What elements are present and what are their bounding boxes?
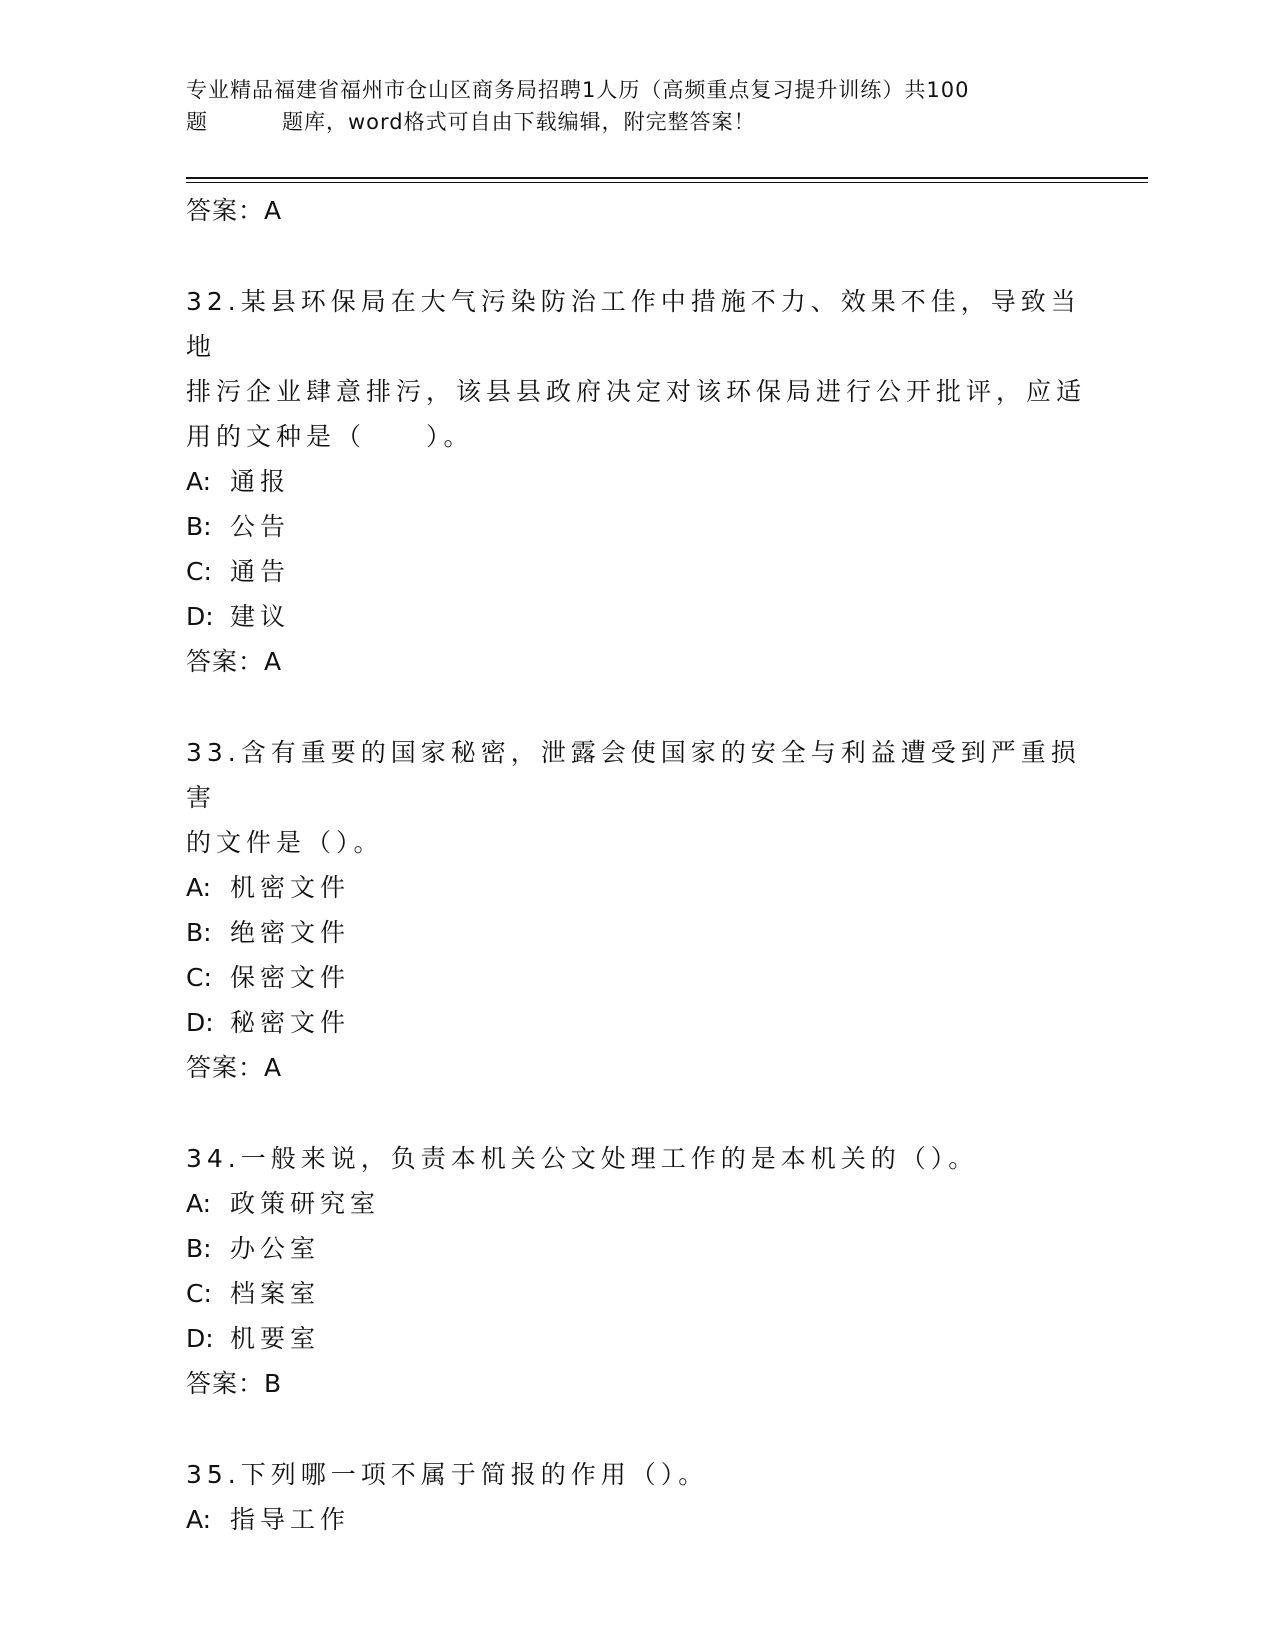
question-text-line: 32.某县环保局在大气污染防治工作中措施不力、效果不佳，导致当地 xyxy=(186,287,1081,361)
option-letter: D: xyxy=(186,602,214,631)
question-block-32 xyxy=(186,279,1086,685)
option-b xyxy=(186,1226,1086,1271)
option-letter: D: xyxy=(186,1008,214,1037)
option-text: 通告 xyxy=(230,557,291,586)
option-text: 保密文件 xyxy=(230,963,351,992)
option-a xyxy=(186,459,1086,504)
option-text: 档案室 xyxy=(230,1279,321,1308)
option-letter: B: xyxy=(186,918,212,947)
option-d xyxy=(186,594,1086,639)
question-block-34 xyxy=(186,1136,1086,1407)
option-text: 通报 xyxy=(230,467,291,496)
option-letter: C: xyxy=(186,557,212,586)
question-text-line: 34.一般来说，负责本机关公文处理工作的是本机关的（）。 xyxy=(186,1144,979,1173)
option-a xyxy=(186,1181,1086,1226)
option-letter: A: xyxy=(186,873,212,902)
question-block-35 xyxy=(186,1452,1086,1542)
option-d xyxy=(186,1316,1086,1361)
option-b xyxy=(186,910,1086,955)
option-c xyxy=(186,1271,1086,1316)
option-c xyxy=(186,549,1086,594)
question-text-line: 33.含有重要的国家秘密，泄露会使国家的安全与利益遭受到严重损害 xyxy=(186,738,1081,812)
option-text: 政策研究室 xyxy=(230,1189,381,1218)
question-block-33 xyxy=(186,730,1086,1091)
option-letter: A: xyxy=(186,1505,212,1534)
question-text-line: 用的文种是（ ）。 xyxy=(186,422,474,451)
option-text: 指导工作 xyxy=(230,1505,351,1534)
header-rule-thick xyxy=(186,177,1148,179)
option-text: 办公室 xyxy=(230,1234,321,1263)
option-text: 秘密文件 xyxy=(230,1008,351,1037)
option-text: 绝密文件 xyxy=(230,918,351,947)
option-letter: A: xyxy=(186,1189,212,1218)
answer-line: 答案：A xyxy=(186,647,283,676)
option-text: 建议 xyxy=(230,602,291,631)
option-text: 机密文件 xyxy=(230,873,351,902)
option-letter: C: xyxy=(186,1279,212,1308)
option-letter: A: xyxy=(186,467,212,496)
option-text: 机要室 xyxy=(230,1324,321,1353)
answer-line: 答案：A xyxy=(186,1053,283,1082)
question-text-line: 排污企业肆意排污，该县县政府决定对该环保局进行公开批评，应适 xyxy=(186,377,1087,406)
option-a xyxy=(186,865,1086,910)
answer-line: 答案：A xyxy=(186,196,283,225)
option-letter: B: xyxy=(186,1234,212,1263)
option-letter: B: xyxy=(186,512,212,541)
document-body xyxy=(186,188,1086,1542)
answer-line: 答案：B xyxy=(186,1369,283,1398)
header-line-2 xyxy=(186,106,1086,138)
question-text-line: 的文件是（）。 xyxy=(186,828,384,857)
header-line-2-rest: 题库，word格式可自由下载编辑，附完整答案！ xyxy=(282,110,756,134)
header-line-2-start: 题 xyxy=(186,110,208,134)
option-d xyxy=(186,1000,1086,1045)
option-a xyxy=(186,1497,1086,1542)
option-letter: D: xyxy=(186,1324,214,1353)
document-header xyxy=(186,74,1086,138)
option-text: 公告 xyxy=(230,512,291,541)
option-c xyxy=(186,955,1086,1000)
option-b xyxy=(186,504,1086,549)
header-rule-thin xyxy=(186,182,1148,183)
option-letter: C: xyxy=(186,963,212,992)
question-text-line: 35.下列哪一项不属于简报的作用（）。 xyxy=(186,1460,709,1489)
header-line-1: 专业精品福建省福州市仓山区商务局招聘1人历（高频重点复习提升训练）共100 xyxy=(186,78,970,102)
